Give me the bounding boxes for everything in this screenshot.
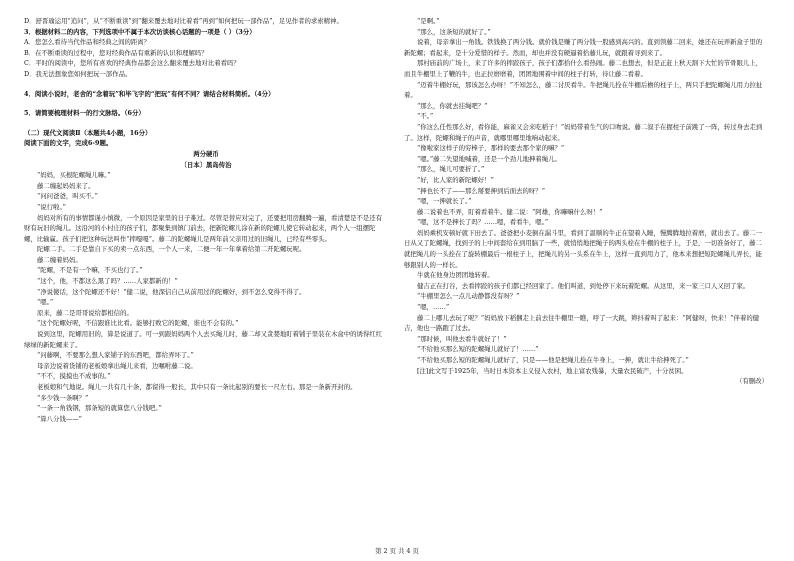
story-paragraph: “你这么任性那么好，看你能，麻雀又会来吃稻子！”妈妈带着生气的口吻说。藤二叙手在握柱子前跳了一阵，转过身去走到了。这样，陀螺和绳子的声音，就哪里哪里地响动起来。 [404,122,763,142]
story-paragraph: “陀螺，不是有一个嘛，不买也行了。” [37,266,143,275]
story-author: 〔日本〕黑岛传治 [180,160,232,169]
left-column [24,16,388,424]
story-paragraph: 藤二缠起妈妈来了。 [37,181,95,190]
story-paragraph: “算八分钱——” [37,414,82,423]
q3-option-a: A．您怎么看待当代作品和经典之间的距离？ [24,38,151,47]
story-paragraph: 妈妈乘机安顿好就下田去了。爸爸把小麦倒在漏斗里，看到了温顺的牛正在望着入睡，慢腾腾地拉着磨，就出去了。藤二一日从又了陀螺绳，找到子的上中间套给在到用脑了一些，就悄悄地把绳子的两头栓在牛棚的柱子上，于是，一切准备好了，藤二就把绳儿的一头拴在了旋转棚最后一根柱子上，把绳儿的另一头系在牛上，这样一直到用力了，他本来想把短陀螺绳儿弄长，能够跟别人的一样长。 [404,228,763,269]
section-instruction: 阅读下面的文字，完成6-9题。 [24,139,113,148]
story-paragraph: 牛就在他身边团团地转着。 [417,271,494,280]
story-paragraph: 妈妈对所有的事情都谨小慎微，一个原因是家里的日子难过。尽管是替应对完了，还要把用房翻腾一遍，看清楚是不是还有财有玩旧的绳儿。这沿河的小村庄的孩子们，都聚集到镇门前去，把新陀螺儿涂在新的陀螺儿使它转动起来，两个人一组摆陀螺，比输赢。孩子们把这种玩法叫作“摔嘎嘎”。藤二的陀螺绳儿是两年前父亲用过的旧绳儿，已经有些零头。 [24,213,383,243]
story-paragraph: “问问爸爸，叫买不。” [37,192,98,201]
q2-option-d: D．舒晋瑜运用“追问”，从“不断重读”到“翻来覆去地对比着看”再到“如何把玩一部作品”，足见作者的求索精神。 [24,17,343,25]
story-paragraph: 健吉正在打谷，去看摔跤的孩子们都已经回家了。他们叫道，到处停下来玩着陀螺。从这里，来一家三口人又回了家。 [417,281,750,290]
story-paragraph: “嗯。” [37,298,54,307]
story-paragraph: “不。” [417,112,434,121]
story-paragraph: “嗯，……” [417,303,450,312]
story-paragraph: “是啊。” [417,17,440,25]
story-paragraph: “迈着牛棚好玩，那该怎么办呀！”不知怎么，藤二讨厌看牛。牛把绳儿拴在牛棚后檐的柱子上，两只手把陀螺绳儿用力拉扯着。 [404,80,763,100]
story-paragraph: 陀螺二手。二手是靠自下买的卖一点东西，一个人一来，二便一年一年拿着给第二开陀螺玩呢。 [37,245,306,254]
story-paragraph: “不给他买那么短的陀螺绳儿就好了，只是——他是把绳儿拴在牛身上，一抻，就让牛给抻死了。” [417,356,689,364]
story-paragraph: “净说傻话，这个陀螺还不好！”健二说，他深信自己从前用过的陀螺好，到不怎么变得不得了。 [37,287,306,296]
story-paragraph: 说着，母亲拿出一角钱。铁钱换了两分钱。就价钱是赚了两分钱一股感到高兴的。直到领藤二回来，她还在玩弄新盒子里的新陀螺；看起来，是十分爱惜的样子。然而，却也并没有硬逼着拾藤儿玩，就跟着寻到来了。 [404,38,763,57]
story-paragraph: “那么，绳儿可要折了。” [417,165,485,174]
question-5: 5．请简要梳理材料一的行文脉络。（6分） [24,109,145,118]
story-paragraph: “那么，你就去挂绳吧？” [417,101,488,110]
story-paragraph: 母亲边说着货铺的老板娘拿出绳儿来看，边嘱咐藤二说。 [37,361,197,370]
q3-option-b: B．在不断重读的过程中，您对经典作品有重新的认识和理解吗？ [24,48,208,57]
q3-option-d: D．我无法想象您如何把玩一部作品。 [24,69,132,78]
story-paragraph: 藤二缠着妈妈。 [37,255,82,264]
story-paragraph: “妈妈，买根陀螺绳儿嘛。” [37,171,111,180]
story-paragraph: “牛棚里怎么一点儿动静都没有呀？” [417,292,520,301]
story-title: 两分硬币 [193,149,219,158]
story-paragraph: “那时候，叫他去看牛就好了！” [417,334,507,343]
story-paragraph: 藤二上哪儿去玩了呢？”妈妈放下稻捆走上前去往牛棚里一瞧，呼了一大跳，辫抖着叫了起来：“阿健呀，快来！”伴着的健吉，他也一路跑了过去。 [404,313,760,333]
right-column [404,16,768,387]
question-4: 4．阅读小说时，老舍的“念着玩”和毕飞宇的“把玩”有何不同？请结合材料简析。（4分） [24,89,275,98]
page-number: 第 2 页 共 4 页 [375,547,419,555]
story-paragraph: “嗯，这不是抻长了吗？……嗯，看看牛，嗯。” [417,218,549,227]
story-paragraph: （有删改） [736,377,768,386]
story-paragraph: 那村庙前的广场上，来了许多的摔跤孩子，孩子们都拾什么看热闹。藤二也想去，但是正赶上秋天割下大忙的节骨眼儿上，而且牛棚里上了鞭的牛，也正拉磨磨着，团团地围着中间的柱子打转，待让藤二看着。 [404,59,763,78]
story-paragraph: “这个，他，不都这么黑了吗？……人家都新的！” [37,277,178,286]
story-paragraph: 说到这里，陀螺用旧的，算是说道了。可一到跟妈妈两个人去买绳儿时，藤二却又贪婪地盯着铺子里装在木盒中的诱得红红绿绿的新陀螺来了。 [24,330,383,349]
story-paragraph: “像啦家这样子的穷棒子，那样的要去那个家的嘛？” [417,144,565,153]
story-paragraph: “一条一角钱钢，那条短的就算您八分钱吧。” [37,404,162,413]
story-paragraph: “不给他买那么短的陀螺绳儿就好了！……” [417,345,539,354]
story-paragraph: “说行啦。” [37,202,66,211]
story-paragraph: “这个陀螺好呢，不信跟谁比比看。能够打败它的陀螺，谁也不会有的。” [37,319,239,328]
story-body-right [404,16,768,387]
story-paragraph: 老板娘和气地说。绳儿一共有几十条，都留得一般长，其中只有一条比起别的要长一尺左右。那是一条新开封的。 [37,383,357,391]
story-paragraph: “多少钱一条啊？” [37,393,89,402]
story-paragraph: “问藤啊，不要那么想人家铺子的东西吧，都给弄坏了。” [37,351,194,360]
q3-option-c: C．平时的阅读中，您所有喜欢的经典作品都会这么翻来覆去地对比着看吗？ [24,59,240,68]
story-paragraph: “好，比人家的新陀螺好！” [417,175,494,184]
story-paragraph: “抻也长不了——那么掰要抻到后面去的呀？” [417,186,545,195]
story-paragraph: “那么，这条短的就好了。” [417,27,491,36]
story-paragraph: “嗯。”藤二失望地喊着，还是一个劲儿地抻着绳儿。 [417,154,561,163]
story-paragraph: “不不，摸摸也不成事的。” [37,372,111,381]
section-heading: （二）现代文阅读Ⅱ（本题共4小题，16分） [24,128,152,137]
story-paragraph: 藤二说着也不弄，盯着看着牛。健二说：“阿雄，你嘛嘛什么呀！” [417,207,603,216]
question-3: 3．根据材料二的内容，下列选项中不属于本次访谈核心话题的一项是（ ）（3分） [24,27,256,36]
story-paragraph: [注]此文写于1925年，当时日本资本主义侵入农村，地主富农残暴，大量农民破产，十分贫困。 [417,366,688,375]
story-body-left [24,170,388,424]
story-paragraph: “嗯，一抻就长了。” [417,197,472,206]
story-paragraph: 原来，藤二是哥哥说给都相信的。 [37,308,133,317]
